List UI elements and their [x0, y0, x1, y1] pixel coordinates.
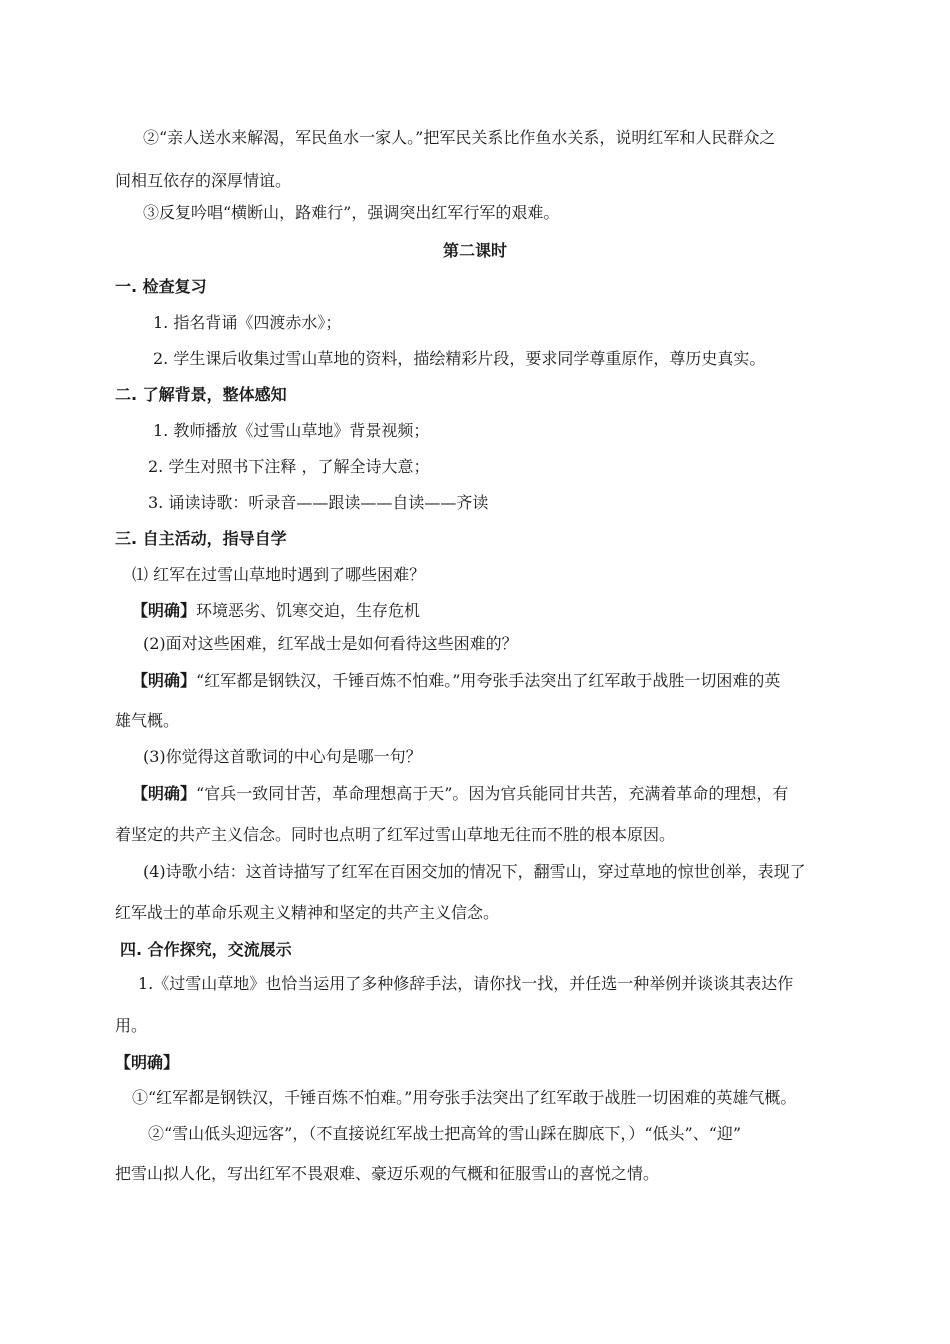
answer-label: 【明确】: [132, 784, 197, 803]
answer-line: 【明确】环境恶劣、饥寒交迫，生存危机: [132, 601, 421, 620]
answer-label: 【明确】: [115, 1053, 180, 1072]
text-line: ②“亲人送水来解渴，军民鱼水一家人。”把军民关系比作鱼水关系，说明红军和人民群众之: [143, 128, 776, 147]
answer-label: 【明确】: [132, 671, 197, 690]
text-line: 间相互依存的深厚情谊。: [115, 171, 292, 190]
answer-line: 【明确】“官兵一致同甘苦，革命理想高于天”。因为官兵能同甘共苦，充满着革命的理想，有: [132, 784, 789, 803]
text-line: ⑴ 红军在过雪山草地时遇到了哪些困难？: [132, 565, 426, 584]
text-line: 红军战士的革命乐观主义精神和坚定的共产主义信念。: [115, 903, 500, 922]
text-line: (3)你觉得这首歌词的中心句是哪一句？: [143, 747, 422, 766]
text-line: (2)面对这些困难，红军战士是如何看待这些困难的？: [143, 634, 518, 653]
text-line: 把雪山拟人化，写出红军不畏艰难、豪迈乐观的气概和征服雪山的喜悦之情。: [115, 1164, 660, 1183]
text-line: 着坚定的共产主义信念。同时也点明了红军过雪山草地无往而不胜的根本原因。: [115, 825, 676, 844]
text-line: 2. 学生课后收集过雪山草地的资料，描绘精彩片段，要求同学尊重原作，尊历史真实。: [153, 349, 766, 368]
text-line: (4)诗歌小结：这首诗描写了红军在百困交加的情况下，翻雪山，穿过草地的惊世创举，表现了: [143, 862, 806, 881]
text-line: 雄气概。: [115, 711, 180, 730]
section-heading: 第二课时: [442, 241, 507, 260]
text-line: ①“红军都是钢铁汉，千锤百炼不怕难。”用夸张手法突出了红军敢于战胜一切困难的英雄气概。: [132, 1088, 797, 1107]
answer-line: 【明确】“红军都是钢铁汉，千锤百炼不怕难。”用夸张手法突出了红军敢于战胜一切困难的英: [132, 671, 781, 690]
text-line: 1.《过雪山草地》也恰当运用了多种修辞手法，请你找一找，并任选一种举例并谈谈其表达作: [138, 974, 794, 993]
text-line: 3. 诵读诗歌：听录音——跟读——自读——齐读: [148, 493, 489, 512]
heading-2: 二. 了解背景，整体感知: [115, 385, 287, 404]
heading-1: 一. 检查复习: [115, 277, 207, 296]
text-line: 用。: [115, 1016, 148, 1035]
text-line: 1. 指名背诵《四渡赤水》；: [153, 313, 342, 332]
heading-3: 三. 自主活动，指导自学: [115, 529, 287, 548]
heading-4: 四. 合作探究，交流展示: [120, 940, 292, 959]
text-line: 1. 教师播放《过雪山草地》背景视频；: [153, 421, 430, 440]
text-line: ②“雪山低头迎远客”，（不直接说红军战士把高耸的雪山踩在脚底下，）“低头”、“迎”: [148, 1124, 742, 1143]
answer-label: 【明确】: [132, 601, 197, 620]
text-line: ③反复吟唱“横断山，路难行”，强调突出红军行军的艰难。: [143, 203, 560, 222]
text-line: 2. 学生对照书下注释 ，了解全诗大意；: [148, 457, 430, 476]
